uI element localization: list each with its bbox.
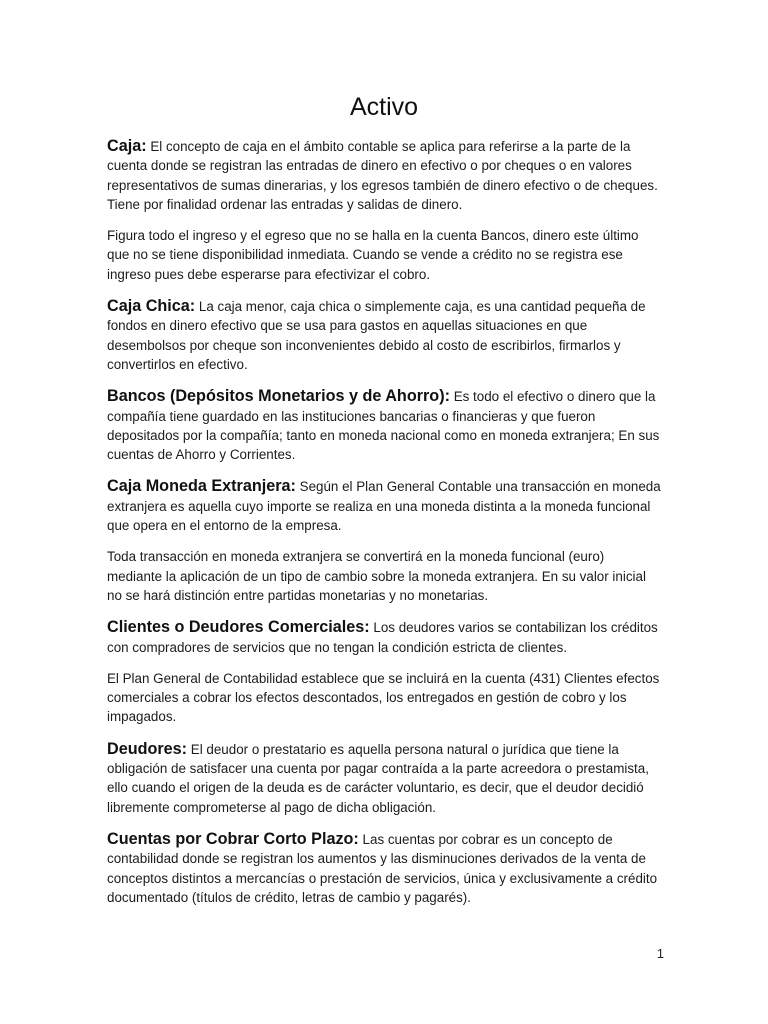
definition-deudores: El deudor o prestatario es aquella persona natural o jurídica que tiene la obligación de satisfacer una cuenta por pagar contraída a la parte acreedora o prestamista, ello cuando el origen de la deuda es de carácter voluntario, es decir, que el deudor decidió libremente comprometerse al pago de dicha obligación. xyxy=(107,741,649,815)
section-caja xyxy=(107,137,663,214)
term-caja-chica: Caja Chica: xyxy=(107,297,196,316)
definition-cuentas-por-cobrar: Las cuentas por cobrar es un concepto de contabilidad donde se registran los aumentos y las disminuciones derivados de la venta de conceptos distintos a mercancías o prestación de servicios, única y exclusivamente a crédito documentado (títulos de crédito, letras de cambio y pagarés). xyxy=(107,831,658,905)
section-caja-moneda-extranjera xyxy=(107,477,663,535)
section-caja-chica xyxy=(107,297,663,374)
page-title: Activo xyxy=(349,93,419,121)
term-deudores: Deudores: xyxy=(107,739,188,758)
term-bancos: Bancos (Depósitos Monetarios y de Ahorro): xyxy=(107,387,450,406)
definition-caja: El concepto de caja en el ámbito contable se aplica para referirse a la parte de la cuenta donde se registran las entradas de dinero en efectivo o por cheques o en valores representativos de sumas dinerarias, y los egresos también de dinero efectivo o de cheques. Tiene por finalidad ordenar las entradas y salidas de dinero. xyxy=(107,139,658,212)
section-bancos xyxy=(107,387,663,464)
term-caja-moneda-extranjera: Caja Moneda Extranjera: xyxy=(107,477,296,496)
term-clientes: Clientes o Deudores Comerciales: xyxy=(107,618,370,637)
paragraph-caja-2: Figura todo el ingreso y el egreso que no se halla en la cuenta Bancos, dinero este último que no se tiene disponibilidad inmediata. Cuando se vende a crédito no se registra ese ingreso pues debe esperarse para efectivizar el cobro. xyxy=(107,228,639,282)
section-cuentas-por-cobrar xyxy=(107,830,663,907)
document-body xyxy=(107,137,663,907)
section-clientes xyxy=(107,618,663,657)
paragraph-caja-moneda-extranjera-2: Toda transacción en moneda extranjera se convertirá en la moneda funcional (euro) mediante la aplicación de un tipo de cambio sobre la moneda extranjera. En su valor inicial no se hará distinción entre partidas monetarias y no monetarias. xyxy=(107,549,646,603)
section-deudores xyxy=(107,740,663,817)
term-cuentas-por-cobrar: Cuentas por Cobrar Corto Plazo: xyxy=(107,829,359,848)
paragraph-clientes-2: El Plan General de Contabilidad establece que se incluirá en la cuenta (431) Clientes efectos comerciales a cobrar los efectos descontados, los entregados en gestión de cobro y los impagados. xyxy=(107,670,660,725)
definition-caja-moneda-extranjera: Según el Plan General Contable una transacción en moneda extranjera es aquella cuyo importe se realiza en una moneda distinta a la moneda funcional que opera en el entorno de la empresa. xyxy=(107,479,661,534)
definition-bancos: Es todo el efectivo o dinero que la compañía tiene guardado en las instituciones bancarias o financieras y que fueron depositados por la compañía; tanto en moneda nacional como en moneda extranjera; En sus cuentas de Ahorro y Corrientes. xyxy=(107,389,660,463)
page-number: 1 xyxy=(656,946,664,961)
term-caja: Caja: xyxy=(107,137,147,155)
definition-clientes: Los deudores varios se contabilizan los créditos con compradores de servicios que no tengan la condición estricta de clientes. xyxy=(107,620,658,655)
definition-caja-chica: La caja menor, caja chica o simplemente caja, es una cantidad pequeña de fondos en dinero efectivo que se usa para gastos en aquellas situaciones en que desembolsos por cheque son inconvenientes debido al costo de escribirlos, firmarlos y convertirlos en efectivo. xyxy=(107,299,646,372)
